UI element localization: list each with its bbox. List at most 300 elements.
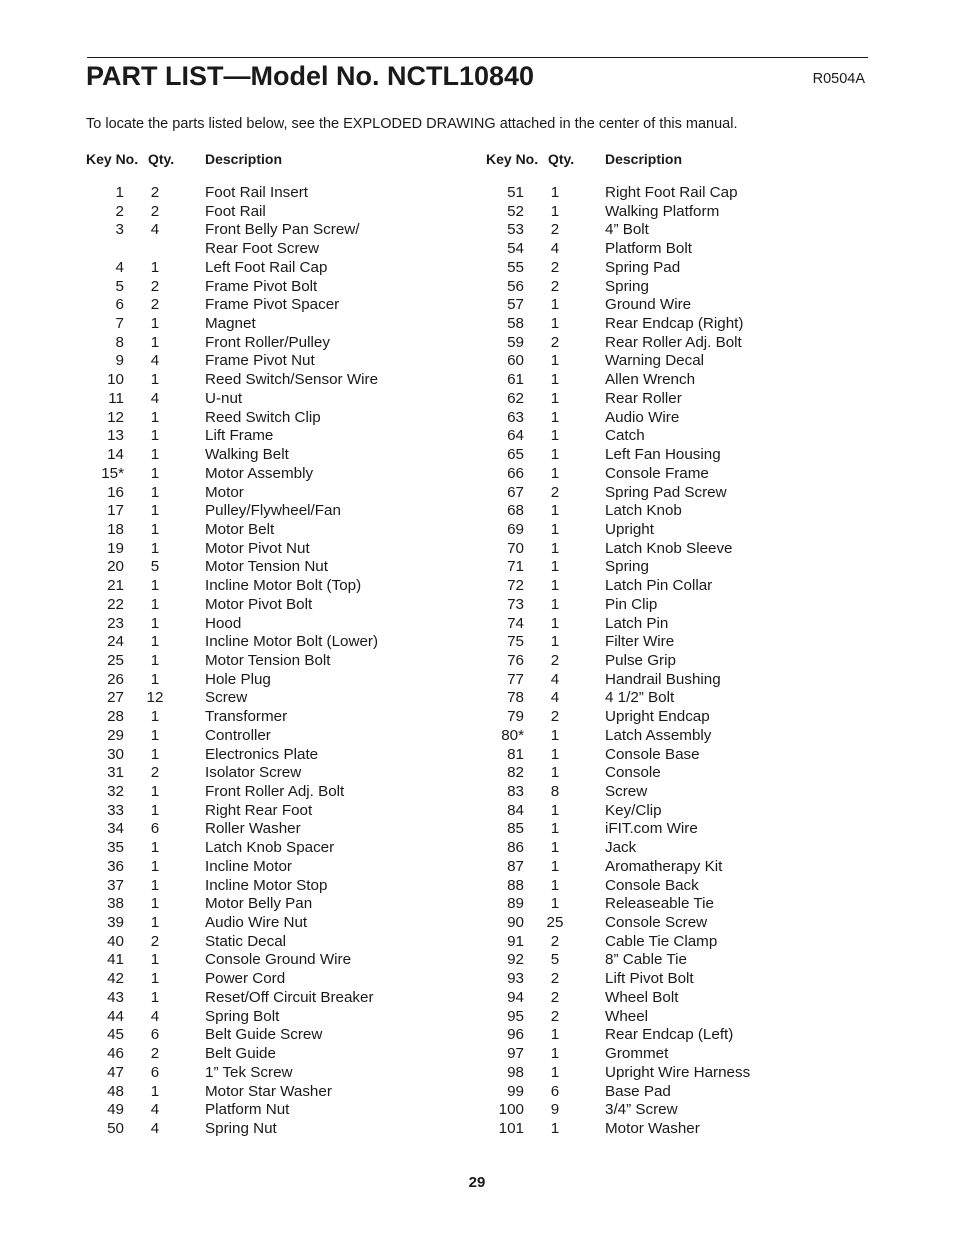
part-qty: 2: [550, 1007, 560, 1025]
part-qty: 1: [150, 651, 160, 669]
part-description: Spring Pad: [605, 258, 681, 276]
part-qty: 9: [550, 1101, 560, 1119]
part-qty: 1: [550, 595, 560, 613]
part-key-no: 87: [507, 857, 524, 875]
part-key-no: 2: [115, 202, 124, 220]
part-description: Jack: [605, 839, 637, 857]
part-key-no: 13: [107, 427, 124, 445]
part-description: Latch Knob: [605, 502, 682, 520]
part-description: Latch Knob Spacer: [205, 839, 335, 857]
part-description: Spring Bolt: [205, 1007, 280, 1025]
part-description: Belt Guide: [205, 1045, 276, 1063]
part-key-no: 53: [507, 221, 524, 239]
part-description: iFIT.com Wire: [605, 820, 698, 838]
part-key-no: 18: [107, 520, 124, 538]
part-description: U-nut: [205, 389, 243, 407]
part-qty: 1: [150, 446, 160, 464]
part-key-no: 93: [507, 970, 524, 988]
part-qty: 1: [150, 577, 160, 595]
part-description: Right Foot Rail Cap: [605, 184, 738, 201]
part-qty: 4: [150, 1119, 160, 1137]
part-key-no: 64: [507, 427, 524, 445]
part-qty: 1: [550, 427, 560, 445]
header-description: Description: [205, 151, 283, 167]
part-description: Releaseable Tie: [605, 895, 714, 913]
part-qty: 1: [550, 839, 560, 857]
part-description: Rear Roller Adj. Bolt: [605, 333, 742, 351]
part-description: Foot Rail: [205, 202, 266, 220]
part-key-no: 55: [507, 258, 524, 276]
part-description: Left Foot Rail Cap: [205, 258, 328, 276]
part-qty: 1: [150, 783, 160, 800]
part-qty: 1: [550, 577, 560, 595]
part-description: Spring Nut: [205, 1119, 277, 1137]
part-qty: 1: [150, 595, 160, 613]
part-key-no: 97: [507, 1045, 524, 1063]
part-key-no: 29: [107, 726, 124, 744]
part-description: Magnet: [205, 315, 256, 333]
part-key-no: 92: [507, 951, 524, 969]
part-description: Latch Pin Collar: [605, 577, 713, 595]
part-key-no: 80*: [501, 726, 524, 744]
part-key-no: 63: [507, 408, 524, 426]
part-description: Frame Pivot Nut: [205, 352, 315, 370]
part-qty: 1: [550, 857, 560, 875]
part-description: Filter Wire: [605, 633, 675, 651]
part-qty: 1: [150, 483, 160, 501]
part-qty: 6: [550, 1082, 560, 1100]
part-key-no: 74: [507, 614, 524, 632]
part-qty: 1: [550, 895, 560, 913]
part-key-no: 88: [507, 876, 524, 894]
part-description: Console Ground Wire: [205, 951, 352, 969]
part-key-no: 58: [507, 315, 524, 333]
header-key-no: Key No.: [86, 151, 139, 167]
part-description: Platform Nut: [205, 1101, 290, 1119]
part-qty: 2: [150, 184, 160, 201]
part-key-no: 89: [507, 895, 524, 913]
part-key-no: 23: [107, 614, 124, 632]
part-key-no: 5: [115, 277, 124, 295]
part-qty: 2: [150, 1045, 160, 1063]
part-key-no: 36: [107, 857, 124, 875]
part-key-no: 48: [107, 1082, 124, 1100]
part-description: Lift Pivot Bolt: [605, 970, 694, 988]
part-qty: 1: [550, 745, 560, 763]
part-description: Rear Endcap (Left): [605, 1026, 734, 1044]
part-key-no: 24: [107, 633, 124, 651]
part-description: Latch Knob Sleeve: [605, 539, 733, 557]
part-key-no: 38: [107, 895, 124, 913]
part-description: Front Belly Pan Screw/: [205, 221, 360, 239]
part-description: Walking Platform: [605, 202, 720, 220]
part-description: 4” Bolt: [605, 221, 649, 239]
part-qty: 1: [150, 839, 160, 857]
part-qty: 4: [150, 1007, 160, 1025]
part-qty: 1: [550, 371, 560, 389]
part-description: Wheel Bolt: [605, 988, 679, 1006]
part-qty: 1: [550, 614, 560, 632]
part-key-no: 41: [107, 951, 124, 969]
part-description: Motor: [205, 483, 244, 501]
part-key-no: 72: [507, 577, 524, 595]
part-qty: 1: [150, 464, 160, 482]
header-qty: Qty.: [148, 151, 175, 167]
part-qty: 2: [550, 932, 560, 950]
part-qty: 1: [550, 1063, 560, 1081]
part-description: Roller Washer: [205, 820, 301, 838]
part-key-no: 85: [507, 820, 524, 838]
part-qty: 1: [150, 895, 160, 913]
part-key-no: 56: [507, 277, 524, 295]
part-key-no: 11: [108, 389, 124, 407]
part-description: Reed Switch/Sensor Wire: [205, 371, 379, 389]
part-qty: 4: [150, 221, 160, 239]
part-description: Pin Clip: [605, 595, 658, 613]
part-key-no: 59: [507, 333, 524, 351]
part-qty: 2: [150, 764, 160, 782]
part-description: Walking Belt: [205, 446, 289, 464]
part-description: Upright Wire Harness: [605, 1063, 751, 1081]
part-description: Transformer: [205, 708, 288, 726]
part-description: Rear Endcap (Right): [605, 315, 744, 333]
part-key-no: 15*: [101, 464, 124, 482]
part-key-no: 16: [107, 483, 124, 501]
part-qty: 2: [550, 333, 560, 351]
part-qty: 2: [550, 708, 560, 726]
part-qty: 1: [150, 988, 160, 1006]
part-qty: 1: [150, 614, 160, 632]
part-qty: 1: [550, 876, 560, 894]
part-key-no: 66: [507, 464, 524, 482]
part-description: Right Rear Foot: [205, 801, 313, 819]
part-qty: 1: [550, 202, 560, 220]
part-key-no: 101: [498, 1119, 524, 1137]
part-description: Rear Foot Screw: [205, 240, 319, 258]
part-description: Key/Clip: [605, 801, 662, 819]
part-qty: 4: [150, 1101, 160, 1119]
part-qty: 1: [150, 315, 160, 333]
part-description: Spring Pad Screw: [605, 483, 727, 501]
part-qty: 4: [550, 670, 560, 688]
part-description: Grommet: [605, 1045, 669, 1063]
part-key-no: 46: [107, 1045, 124, 1063]
part-qty: 1: [550, 801, 560, 819]
part-description: Incline Motor: [205, 857, 292, 875]
part-description: Motor Washer: [605, 1119, 700, 1137]
part-description: Upright: [605, 520, 654, 538]
part-key-no: 7: [115, 315, 124, 333]
part-qty: 1: [150, 258, 160, 276]
part-description: Hole Plug: [205, 670, 271, 688]
part-key-no: 62: [507, 389, 524, 407]
part-qty: 1: [550, 464, 560, 482]
part-key-no: 27: [107, 689, 124, 707]
part-description: Incline Motor Bolt (Lower): [205, 633, 379, 651]
part-key-no: 77: [507, 670, 524, 688]
part-qty: 1: [550, 1119, 560, 1137]
part-description: Console Back: [605, 876, 699, 894]
part-description: Base Pad: [605, 1082, 671, 1100]
part-qty: 1: [550, 315, 560, 333]
part-description: Frame Pivot Bolt: [205, 277, 318, 295]
intro-text: To locate the parts listed below, see the EXPLODED DRAWING attached in the center of this manual.: [86, 116, 738, 132]
part-qty: 1: [150, 520, 160, 538]
part-key-no: 84: [507, 801, 524, 819]
part-key-no: 10: [107, 371, 124, 389]
part-qty: 1: [150, 1082, 160, 1100]
part-qty: 1: [150, 371, 160, 389]
part-description: Wheel: [605, 1007, 649, 1025]
part-qty: 4: [550, 689, 560, 707]
part-key-no: 17: [107, 502, 124, 520]
part-key-no: 70: [507, 539, 524, 557]
part-qty: 1: [150, 914, 160, 932]
part-qty: 2: [150, 277, 160, 295]
part-key-no: 100: [498, 1101, 524, 1119]
part-description: Incline Motor Bolt (Top): [205, 577, 362, 595]
part-qty: 1: [150, 670, 160, 688]
part-description: Screw: [605, 783, 648, 800]
part-key-no: 99: [507, 1082, 524, 1100]
part-qty: 1: [550, 408, 560, 426]
part-description: Static Decal: [205, 932, 287, 950]
part-key-no: 35: [107, 839, 124, 857]
part-qty: 6: [150, 820, 160, 838]
part-description: Audio Wire Nut: [205, 914, 308, 932]
part-key-no: 81: [507, 745, 524, 763]
part-qty: 1: [550, 1026, 560, 1044]
part-qty: 1: [550, 502, 560, 520]
part-key-no: 19: [107, 539, 124, 557]
part-key-no: 20: [107, 558, 124, 576]
part-key-no: 86: [507, 839, 524, 857]
part-key-no: 90: [507, 914, 524, 932]
part-description: Left Fan Housing: [605, 446, 721, 464]
part-qty: 5: [550, 951, 560, 969]
part-qty: 1: [150, 970, 160, 988]
part-description: Audio Wire: [605, 408, 680, 426]
part-qty: 1: [550, 446, 560, 464]
part-key-no: 37: [107, 876, 124, 894]
part-description: Upright Endcap: [605, 708, 710, 726]
part-qty: 1: [150, 708, 160, 726]
part-key-no: 79: [507, 708, 524, 726]
part-description: 3/4” Screw: [605, 1101, 678, 1119]
part-qty: 1: [150, 745, 160, 763]
part-key-no: 3: [115, 221, 124, 239]
part-qty: 2: [150, 932, 160, 950]
part-key-no: 98: [507, 1063, 524, 1081]
part-key-no: 91: [507, 932, 524, 950]
part-qty: 1: [550, 633, 560, 651]
part-key-no: 50: [107, 1119, 124, 1137]
part-key-no: 6: [115, 296, 124, 314]
part-qty: 1: [550, 352, 560, 370]
part-key-no: 21: [107, 577, 124, 595]
part-description: Controller: [205, 726, 271, 744]
part-description: Warning Decal: [605, 352, 705, 370]
part-description: Aromatherapy Kit: [605, 857, 723, 875]
part-key-no: 67: [507, 483, 524, 501]
part-qty: 1: [150, 876, 160, 894]
part-key-no: 60: [507, 352, 524, 370]
part-key-no: 76: [507, 651, 524, 669]
part-description: Isolator Screw: [205, 764, 302, 782]
part-key-no: 32: [107, 783, 124, 800]
part-description: Platform Bolt: [605, 240, 692, 258]
part-qty: 2: [550, 483, 560, 501]
part-key-no: 28: [107, 708, 124, 726]
part-description: Reed Switch Clip: [205, 408, 321, 426]
part-qty: 1: [150, 801, 160, 819]
part-key-no: 45: [107, 1026, 124, 1044]
part-key-no: 47: [107, 1063, 124, 1081]
part-key-no: 68: [507, 502, 524, 520]
part-key-no: 73: [507, 595, 524, 613]
part-qty: 1: [550, 726, 560, 744]
part-qty: 1: [150, 726, 160, 744]
part-description: Reset/Off Circuit Breaker: [205, 988, 374, 1006]
part-qty: 1: [150, 951, 160, 969]
part-key-no: 9: [115, 352, 124, 370]
header-description: Description: [605, 151, 683, 167]
part-key-no: 49: [107, 1101, 124, 1119]
part-key-no: 39: [107, 914, 124, 932]
part-description: Motor Pivot Bolt: [205, 595, 313, 613]
part-description: Console Base: [605, 745, 700, 763]
part-description: 4 1/2” Bolt: [605, 689, 675, 707]
part-qty: 2: [550, 258, 560, 276]
part-qty: 2: [550, 221, 560, 239]
part-description: Screw: [205, 689, 248, 707]
part-qty: 2: [150, 296, 160, 314]
part-qty: 12: [146, 689, 164, 707]
part-description: Console Frame: [605, 464, 709, 482]
part-qty: 2: [550, 988, 560, 1006]
part-qty: 2: [550, 277, 560, 295]
part-qty: 25: [546, 914, 564, 932]
part-qty: 1: [150, 633, 160, 651]
part-qty: 8: [550, 783, 560, 800]
part-key-no: 31: [107, 764, 124, 782]
part-qty: 6: [150, 1026, 160, 1044]
part-qty: 1: [550, 558, 560, 576]
part-description: Pulley/Flywheel/Fan: [205, 502, 341, 520]
part-description: Spring: [605, 277, 649, 295]
part-qty: 1: [550, 389, 560, 407]
part-qty: 4: [150, 352, 160, 370]
part-qty: 1: [550, 184, 560, 201]
part-key-no: 4: [115, 258, 124, 276]
part-description: Foot Rail Insert: [205, 184, 308, 201]
part-description: Motor Tension Bolt: [205, 651, 331, 669]
part-description: Rear Roller: [605, 389, 682, 407]
part-key-no: 1: [115, 184, 124, 201]
part-description: 1” Tek Screw: [205, 1063, 293, 1081]
part-qty: 1: [550, 1045, 560, 1063]
part-description: Spring: [605, 558, 649, 576]
part-qty: 1: [150, 539, 160, 557]
part-key-no: 42: [107, 970, 124, 988]
part-key-no: 25: [107, 651, 124, 669]
part-description: Latch Assembly: [605, 726, 712, 744]
part-description: Hood: [205, 614, 242, 632]
part-description: Handrail Bushing: [605, 670, 721, 688]
part-qty: 5: [150, 558, 160, 576]
part-key-no: 43: [107, 988, 124, 1006]
part-description: Motor Belt: [205, 520, 275, 538]
part-key-no: 33: [107, 801, 124, 819]
part-description: Motor Belly Pan: [205, 895, 313, 913]
part-qty: 1: [150, 857, 160, 875]
part-description: Latch Pin: [605, 614, 669, 632]
part-description: 8” Cable Tie: [605, 951, 687, 969]
part-key-no: 40: [107, 932, 124, 950]
part-key-no: 78: [507, 689, 524, 707]
part-key-no: 71: [507, 558, 524, 576]
part-key-no: 22: [107, 595, 124, 613]
part-description: Electronics Plate: [205, 745, 319, 763]
part-description: Lift Frame: [205, 427, 274, 445]
part-key-no: 61: [507, 371, 524, 389]
part-key-no: 54: [507, 240, 524, 258]
part-description: Motor Tension Nut: [205, 558, 328, 576]
part-description: Belt Guide Screw: [205, 1026, 323, 1044]
part-key-no: 34: [107, 820, 124, 838]
part-qty: 1: [550, 520, 560, 538]
part-qty: 1: [150, 502, 160, 520]
part-key-no: 65: [507, 446, 524, 464]
part-qty: 4: [150, 389, 160, 407]
part-key-no: 12: [107, 408, 124, 426]
part-description: Cable Tie Clamp: [605, 932, 718, 950]
part-description: Front Roller/Pulley: [205, 333, 330, 351]
page-title: PART LIST—Model No. NCTL10840: [86, 61, 535, 91]
part-description: Console: [605, 764, 661, 782]
part-key-no: 94: [507, 988, 524, 1006]
part-description: Incline Motor Stop: [205, 876, 328, 894]
part-qty: 1: [550, 296, 560, 314]
part-key-no: 52: [507, 202, 524, 220]
part-qty: 1: [550, 539, 560, 557]
part-description: Allen Wrench: [605, 371, 696, 389]
part-qty: 2: [550, 651, 560, 669]
part-description: Motor Assembly: [205, 464, 314, 482]
part-key-no: 30: [107, 745, 124, 763]
part-qty: 6: [150, 1063, 160, 1081]
part-qty: 1: [150, 333, 160, 351]
part-key-no: 95: [507, 1007, 524, 1025]
part-description: Power Cord: [205, 970, 286, 988]
part-key-no: 83: [507, 783, 524, 800]
page-number: 29: [468, 1174, 486, 1191]
part-qty: 1: [150, 427, 160, 445]
part-description: Ground Wire: [605, 296, 692, 314]
part-key-no: 75: [507, 633, 524, 651]
part-qty: 1: [550, 820, 560, 838]
document-code: R0504A: [812, 71, 865, 87]
header-key-no: Key No.: [486, 151, 539, 167]
part-key-no: 96: [507, 1026, 524, 1044]
part-qty: 1: [550, 764, 560, 782]
part-qty: 2: [150, 202, 160, 220]
part-description: Motor Pivot Nut: [205, 539, 310, 557]
part-description: Console Screw: [605, 914, 708, 932]
top-rule: [87, 57, 868, 58]
part-qty: 4: [550, 240, 560, 258]
part-description: Motor Star Washer: [205, 1082, 332, 1100]
